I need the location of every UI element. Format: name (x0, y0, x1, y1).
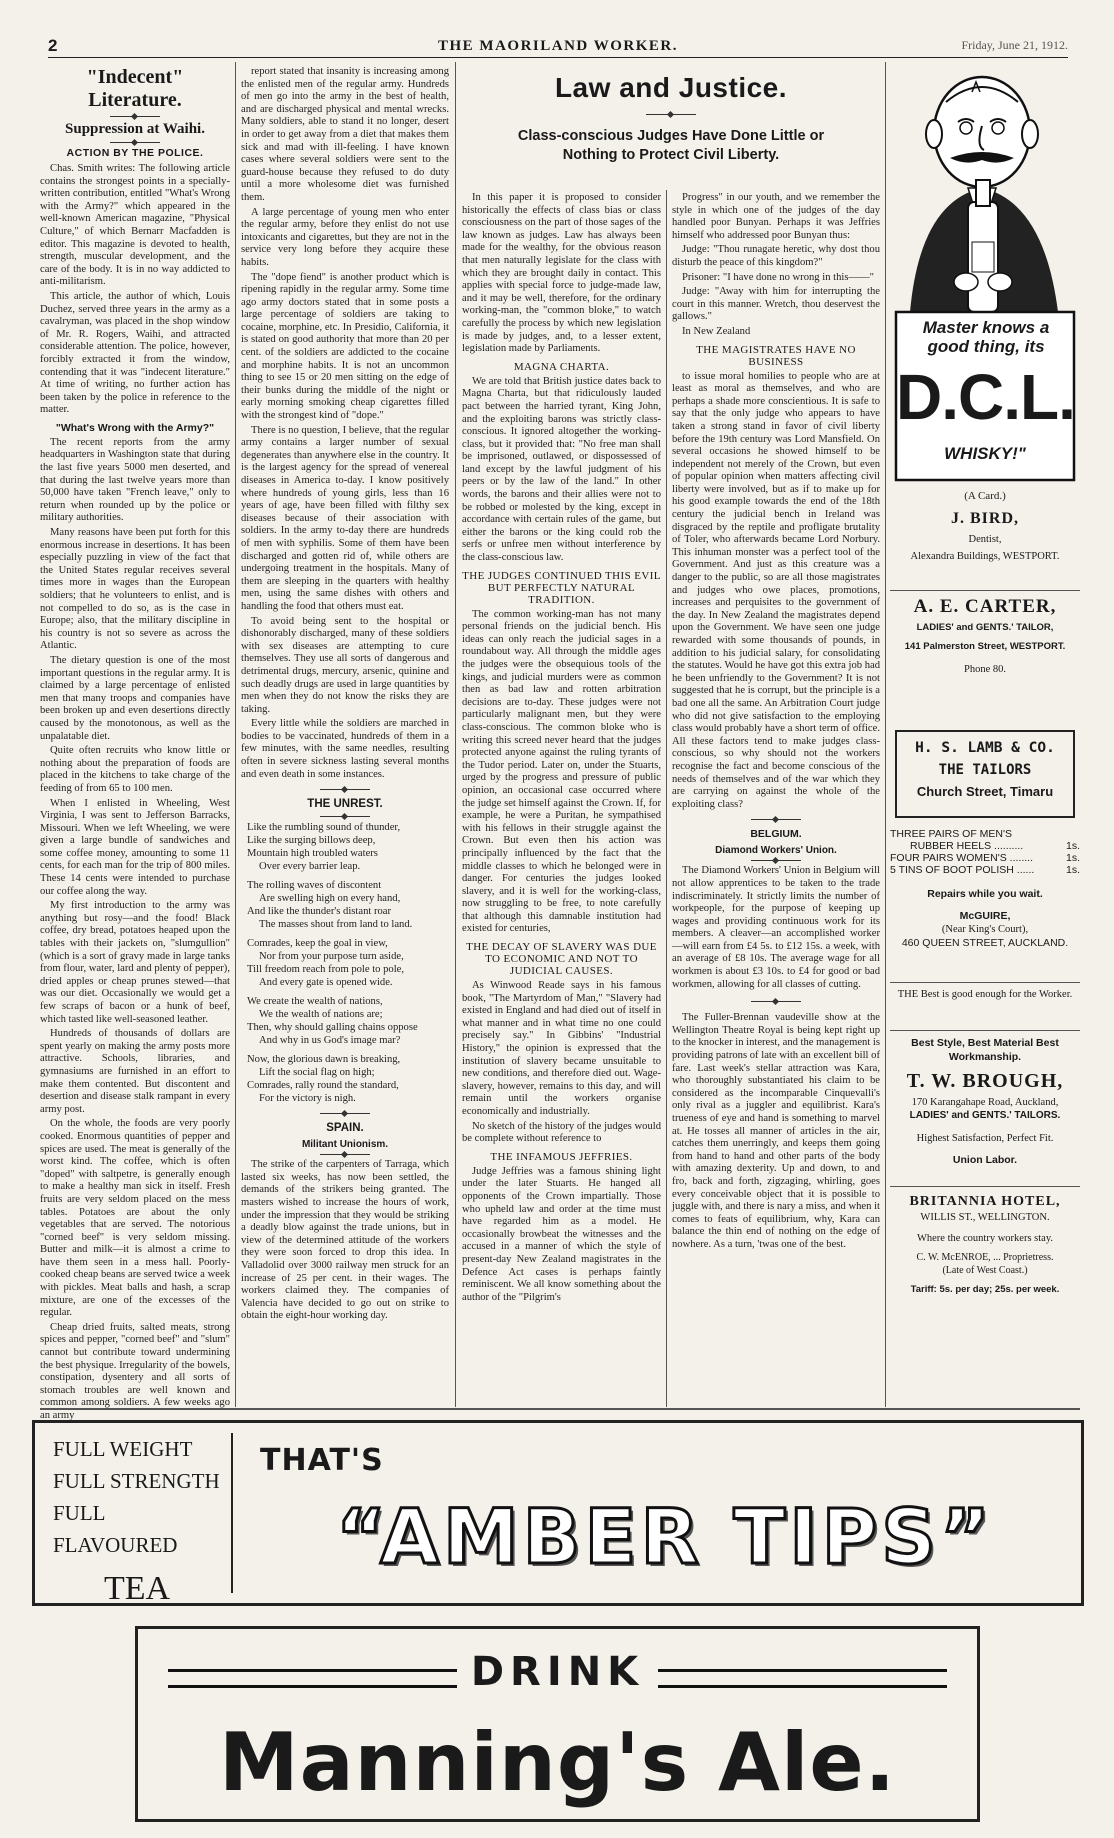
poem-line: And every gate is opened wide. (259, 977, 393, 989)
poem-line: Now, the glorious dawn is breaking, (247, 1054, 401, 1066)
paragraph: The "dope fiend" is another product which is ripening rapidly in the regular army. Some time ago army doctors stated that in some posts a large percentage of soldiers are taking to cocaine, morphine, etc. In Presidio, California, it is stated on good authority that more than 20 per cent. of the soldiers are addicted to the cocaine and morphine habits. It is not an uncommon thing to see 15 or 20 men sitting on the edge of their bunks during the middle of the night or early morning smoking cheap cigarettes filled with the strongest kind of "dope." (241, 271, 449, 422)
subheadline: Suppression at Waihi. (65, 121, 205, 137)
lamb-address: Church Street, Timaru (916, 784, 1054, 799)
law-and-justice-header (462, 72, 880, 188)
mcguire-line (890, 840, 1080, 852)
amber-brand: “AMBER TIPS” (336, 1492, 994, 1581)
mcguire-near: (Near King's Court), (941, 924, 1029, 935)
divider (320, 789, 370, 790)
ad-rule (890, 1030, 1080, 1031)
poem-the-unrest (241, 821, 449, 1105)
divider (646, 114, 696, 115)
divider (751, 1001, 801, 1002)
bird-title: Dentist, (968, 534, 1002, 545)
issue-date: Friday, June 21, 1912. (961, 38, 1068, 52)
lamb-tailors-ad (895, 730, 1075, 818)
poem-line: The rolling waves of discontent (247, 880, 382, 892)
poem-line: We create the wealth of nations, (247, 996, 383, 1008)
brough-name: T. W. BROUGH, (906, 1070, 1064, 1092)
brough-tailor-ad (890, 1036, 1080, 1178)
belgium-heading: BELGIUM. (750, 828, 802, 841)
mcguire-price: 1s. (1065, 840, 1080, 852)
divider (320, 1113, 370, 1114)
divider (320, 1154, 370, 1155)
poem-line: Then, why should galling chains oppose (247, 1022, 418, 1034)
paragraph: Progress" in our youth, and we remember the style in which one of the judges of the day handled poor Bunyan. Perhaps it was Jeffries himself who addressed poor Bunyan thus: (672, 192, 880, 241)
amber-tips-ad (32, 1420, 1084, 1606)
law-subtitle: Class-conscious Judges Have Done Little or Nothing to Protect Civil Liberty. (517, 128, 825, 163)
article-indecent-literature (40, 66, 230, 1421)
unrest-heading: THE UNREST. (307, 798, 383, 811)
section-head: THE DECAY OF SLAVERY WAS DUE TO ECONOMIC AND NOT TO JUDICIAL CAUSES. (466, 941, 657, 978)
column-rule (666, 190, 667, 1407)
ad-rule (890, 982, 1080, 983)
mannings-ale-ad (135, 1626, 980, 1822)
poem-line: Like the rumbling sound of thunder, (247, 822, 401, 834)
dcl-brand: D.C.L. (896, 361, 1075, 433)
paragraph: Chas. Smith writes: The following article contains the strongest points in a specially-written contribution, entitled "What's Wrong with the Army?" which appeared in the well-known American magazine, "Physical Culture," of which Bernarr Macfadden is editor. This magazine is devoted to health, strength, muscular development, and the care of the body. It is in no way addicted to anti-militarism. (40, 163, 230, 288)
mcguire-price: 1s. (1065, 864, 1080, 876)
mcguire-name: McGUIRE, (959, 910, 1011, 922)
poem-line: And like the thunder's distant roar (247, 906, 392, 918)
poem-line: Like the surging billows deep, (247, 835, 376, 847)
section-head: THE MAGISTRATES HAVE NO BUSINESS (696, 343, 856, 368)
britannia-tariff: Tariff: 5s. per day; 25s. per week. (910, 1284, 1060, 1295)
paragraph: The Fuller-Brennan vaudeville show at the Wellington Theatre Royal is being kept right up to the knocker in interest, and the management is providing patrons of late with an excellent bill of fare. Last week's stellar attraction was Kara, who thoroughly substantiated his claim to be considered as the incomparable Cinquevalli's only rival as a juggler and equilibrist. Kara's trueness of eye and hand is something to marvel at. He tosses all manner of articles in the air, catches them unerringly, and keeps them going from hand to hand and other parts of the body with amazing dexterity. Up and down, to and fro, back and forth, zigzaging, whirling, goes every conceivable object that it is possible to juggle with, and there is nary a miss, and when it comes to feats of equilibrium, why, Kara can balance the thin end of nothing on the edge of nowhere. As a turn, 'twas one of the best. (672, 1012, 880, 1250)
carter-trade: LADIES' and GENTS.' TAILOR, (916, 622, 1054, 633)
dcl-whisky-word: WHISKY!" (944, 444, 1026, 463)
best-worker-ad (890, 988, 1080, 1024)
brough-satisfaction: Highest Satisfaction, Perfect Fit. (916, 1133, 1054, 1144)
britannia-hotel-ad (890, 1194, 1080, 1314)
newspaper-title: THE MAORILAND WORKER. (438, 38, 678, 54)
mcguire-line (890, 828, 1080, 840)
divider (751, 860, 801, 861)
kicker: ACTION BY THE POLICE. (66, 147, 204, 159)
divider (110, 116, 160, 117)
paragraph: to issue moral homilies to people who are at least as moral as themselves, and who are perhaps a shade more conscientious. It is safe to say that the only judge who appears to have taken a strong stand in favor of civil liberty before the 19th century was Lord Mansfield. On several occasions he showed himself to be independent not merely of the Crown, but even of popular opinion when matters affecting civil liberty were involved, but as if to make up for his good example towards the end of the 18th century the judicial bench in Ireland was disgraced by the reptile and profligate brutality of Toler, who afterwards became Lord Norbury. This inhuman monster was a perfect tool of the Government. And just as this creature was a danger to the public, so are all those magistrates and judges who owe places, promotions, increases and perquisites to the government of the day. In New Zealand the magistrates depend upon the Government. We have seen one judge rewarded with some thousands of pounds, in addition to his judicial salary, for consolidating the statutes. Would he have got this extra job had he been unfriendly to the Government? It is not suggested that he is corrupt, but the principle is a bad one all the same. An Arbitration Court judge who did not give satisfaction to the employing class would probably have a short term of office. All these factors tend to make judges class-conscious, so why should not the workers recognise the fact and become conscious of the needs of themselves and of the war which they are carrying on against the whole of the exploiting class? (672, 370, 880, 810)
brough-address: 170 Karangahape Road, Auckland, (911, 1097, 1059, 1108)
poem-line: For the victory is nigh. (259, 1093, 356, 1105)
paragraph: The recent reports from the army headquarters in Washington state that during the last five years 5000 men deserted, and that during the last twelve years more than 50,000 have taken "French leave," only to return when rounded up by the police or military authorities. (40, 436, 230, 524)
carter-phone: Phone 80. (964, 664, 1006, 675)
ad-rule (890, 1186, 1080, 1187)
card-label: (A Card.) (964, 490, 1006, 502)
amber-thats: THAT'S (260, 1443, 384, 1478)
paragraph: Judge: "Thou runagate heretic, why dost thou disturb the peace of this kingdom?" (672, 244, 880, 268)
mcguire-item: RUBBER HEELS .......... (910, 840, 1024, 852)
britannia-proprietress: C. W. McENROE, ... Proprietress. (916, 1252, 1054, 1263)
paragraph: We are told that British justice dates back to Magna Charta, but that ridiculously lauded pact between the harried tyrant, King John, and the exploiting barons was strictly class-conscious. It ignored altogether the working-class, but it provided that: "No free man shall be imprisoned, outlawed, or dispossessed of land except by the lawful judgment of his peers or by the law of the land." In other words, the barons and their allies were not to be robbed or molested by the king, except in accordance with certain rules of the game, but either the barons or the king could rob the serfs or unfree men without interference by the class-conscious law. (462, 375, 661, 564)
paragraph: This article, the author of which, Louis Duchez, served three years in the army as a cavalryman, was placed in the shop window of Mr. R. Rogers, Waihi, and attracted considerable attention. The police, however, forcibly extracted it from the window, contending that it was "indecent literature." At time of writing, no further action has been taken by the police in reference to the matter. (40, 290, 230, 416)
section-head: THE JUDGES CONTINUED THIS EVIL BUT PERFECTLY NATURAL TRADITION. (462, 569, 661, 606)
amber-left-panel (43, 1433, 233, 1607)
poem-line: Mountain high troubled waters (247, 848, 378, 860)
paragraph: Hundreds of thousands of dollars are spent yearly on making the army posts more attractive. Schools, libraries, and gymnasiums are furnished in an effort to make them contented. But discontent and desertion and disease stalk rampant in every army post. (40, 1028, 230, 1115)
brough-union: Union Labor. (952, 1154, 1018, 1166)
section-subhead: "What's Wrong with the Army?" (55, 421, 215, 434)
dcl-whisky-ad (890, 62, 1080, 482)
paragraph: In New Zealand (682, 325, 751, 337)
carter-name: A. E. CARTER, (913, 596, 1057, 617)
carter-tailor-ad (890, 596, 1080, 686)
belgium-subheading: Diamond Workers' Union. (715, 845, 837, 857)
bird-name: J. BIRD, (950, 510, 1019, 527)
poem-line: Are swelling high on every hand, (259, 893, 401, 905)
poem-line: Lift the social flag on high; (259, 1067, 375, 1079)
spain-subheading: Militant Unionism. (301, 1139, 389, 1151)
bird-dentist-ad (890, 490, 1080, 580)
britannia-name: BRITANNIA HOTEL, (909, 1194, 1061, 1209)
page-rule (40, 1408, 1080, 1410)
masthead (48, 36, 1068, 58)
amber-line: FULL FLAVOURED (53, 1501, 178, 1557)
paragraph: No sketch of the history of the judges would be complete without reference to (462, 1120, 661, 1145)
mcguire-item: 5 TINS OF BOOT POLISH ...... (890, 864, 1035, 876)
paragraph: On the whole, the foods are very poorly cooked. Enormous quantities of pepper and spices are used. The meat is generally of the worst kind. The coffee, which is often "doped" with saltpetre, is generally enough to make a healthy man sick in itself. Fresh fruits are very seldom placed on the mess tables. Potatoes are about the only vegetables that are served. The notorious "corned beef" is very seldom missing. Butter and milk—it is almost a crime to have them seen in a mess hall. Poorly-cooked cheap beans are served twice a week with pickles. Meat balls and hash, a scrap mixture, are one of the excesses of the regular. (40, 1118, 230, 1319)
bird-address: Alexandra Buildings, WESTPORT. (910, 551, 1060, 562)
article-army-continued (241, 66, 449, 1406)
manning-drink-wrap (138, 1649, 977, 1695)
mcguire-boots-ad (890, 828, 1080, 976)
section-head: MAGNA CHARTA. (513, 360, 610, 373)
best-worker-line: THE Best is good enough for the Worker. (897, 989, 1073, 1000)
paragraph: Judge Jeffries was a famous shining light under the later Stuarts. He hanged all opponents of the Crown impartially. Those who upheld law and order at the time must have regarded him as a model. He occasionally browbeat the witnesses and the accused in a manner of which the style of present-day New Zealand magistrates in the Defence Act cases is perhaps faintly reminiscent. We all know something about the author of the "Pilgrim's (462, 1165, 661, 1303)
poem-line: Over every barrier leap. (259, 861, 361, 873)
paragraph: A large percentage of young men who enter the regular army, before they enlist do not use intoxicants and cigarettes, but they are not in the service very long before they acquire these habits. (241, 206, 449, 268)
carter-address: 141 Palmerston Street, WESTPORT. (904, 641, 1066, 652)
brough-tagline: Best Style, Best Material Best Workmanship. (911, 1037, 1059, 1063)
paragraph: The strike of the carpenters of Tarraga, which lasted six weeks, has now been settled, the demands of the strikers being granted. The masters wished to increase the hours of work, under the impression that they would be striking a deadly blow against the trade unions, but in view of the determined attitude of the workers they were soon forced to drop this idea. In Valladolid over 3000 railway men struck for an increase of 25 per cent. in their wages. The workers claimed they. The companies of Valencia have decided to go out on strike to obtain the eight-hour working day. (241, 1159, 449, 1322)
poem-line: Comrades, rally round the standard, (247, 1080, 399, 1092)
manning-brand: Manning's Ale. (218, 1716, 897, 1809)
section-head: THE INFAMOUS JEFFRIES. (490, 1150, 633, 1163)
amber-line: FULL WEIGHT (53, 1437, 193, 1461)
britannia-stay: Where the country workers stay. (916, 1233, 1054, 1244)
britannia-street: WILLIS ST., WELLINGTON. (920, 1212, 1050, 1223)
column-rule (885, 62, 886, 1407)
paragraph: The dietary question is one of the most important questions in the regular army. It is claimed by a large percentage of enlisted men that many troops and companies have been broken up and even desertions directly caused by the monotonous, as well as the unpalatable diet. (40, 654, 230, 742)
paragraph: Cheap dried fruits, salted meats, strong spices and pepper, "corned beef" and "slum" cannot but contribute toward undermining the best physique. Irregularity of the bowels, constipation, dysentery and all sorts of stomach troubles are well known and common among soldiers. A few weeks ago an army (40, 1321, 230, 1421)
amber-line: FULL STRENGTH (53, 1469, 220, 1493)
article-law-and-justice (462, 192, 661, 1406)
dcl-motto: Master knows a good thing, its (922, 318, 1050, 356)
paragraph: There is no question, I believe, that the regular army contains a larger number of sexual degenerates than anywhere else in the country. It is the largest agency for the spread of venereal diseases in America to-day. I know positively where hundreds of young girls, less than 16 years of age, have been filled with filthy sex diseases because of their association with soldiers. In the army to-day there are hundreds of men with syphilis. Some of them have been discharged and gotten rid of, while others are undergoing treatment in the hospitals. Many of them are sleeping in the quarters with healthy men, using the same dishes with others and handling the food that others must eat. (241, 424, 449, 612)
poem-line: Comrades, keep the goal in view, (247, 938, 388, 950)
paragraph: In this paper it is proposed to consider historically the effects of class bias or class consciousness on the part of those sages of the law known as judges. Law has always been made for the wealthy, for the obvious reason that men naturally legislate for the class with which they are brought daily in contact. This applies with special force to judge-made law, and it may be well, therefore, for the ordinary working-man, the "common bloke," to watch carefully the process by which new legislation is made by judges, and, to a lesser extent, legislation made by Parliaments. (462, 192, 661, 355)
poem-line: The masses shout from land to land. (259, 919, 413, 931)
divider (320, 816, 370, 817)
ad-rule (890, 590, 1080, 591)
paragraph: When I enlisted in Wheeling, West Virginia, I was sent to Jefferson Barracks, Missouri. When we left Wheeling, we were given a large bundle of sandwiches and some coffee money, amounting to some 11 cents, for each man for the trip of 800 miles. These 14 cents were intended to purchase our coffee along the way. (40, 797, 230, 897)
spain-heading: SPAIN. (326, 1122, 364, 1135)
amber-tea: TEA (103, 1570, 171, 1607)
lamb-name: H. S. LAMB & CO. (915, 740, 1055, 756)
paragraph: The Diamond Workers' Union in Belgium will not allow apprentices to be taken to the trade indiscriminately. It strictly limits the number of workpeople, for the purpose of keeping up wages and providing continuous work for its members. A cleaver—an accomplished worker—will earn from £4 5s. to £12 15s. a week, with an average of £8 10s. The average wage for all workmen is about £3 10s. to £4 for good or bad workmen, allowing for all classes of cutting. (672, 865, 880, 990)
page-number: 2 (48, 36, 58, 55)
mcguire-address: 460 QUEEN STREET, AUCKLAND. (901, 937, 1069, 949)
column-rule (455, 62, 456, 1407)
headline: "Indecent" Literature. (86, 66, 184, 111)
poem-line: Till freedom reach from pole to pole, (247, 964, 405, 976)
divider (751, 819, 801, 820)
article-law-continued (672, 192, 880, 1406)
paragraph: Prisoner: "I have done no wrong in this——" (682, 271, 874, 283)
brough-trade: LADIES' and GENTS.' TAILORS. (909, 1110, 1061, 1121)
mcguire-repairs: Repairs while you wait. (927, 888, 1043, 900)
paragraph: report stated that insanity is increasing among the enlisted men of the regular army. Hundreds of men go into the army in the best of health, and are discharged physical and mental wrecks. Many soldiers, able to stand it no longer, desert in order to get away from a diet that makes them sick and mad with ill-feeling. I have known cases where several soldiers were sent to the guard-house because they refused to do duty until a more wholesome diet was furnished them. (241, 66, 449, 203)
paragraph: To avoid being sent to the hospital or dishonorably discharged, many of these soldiers with sex diseases are attempting to cure themselves. They use all sorts of dangerous and detrimental drugs, mercury, arsenic, quinine and such deadly drugs are used in large quantities by men when they do not know the risks they are taking. (241, 615, 449, 715)
divider (110, 142, 160, 143)
paragraph: Every little while the soldiers are marched in bodies to be vaccinated, hundreds of them in a few minutes, with the same needles, resulting often in severe sickness lasting several months and even death in some instances. (241, 718, 449, 780)
britannia-late: (Late of West Coast.) (942, 1265, 1028, 1276)
paragraph: Quite often recruits who know little or nothing about the preparation of foods are placed in the kitchens to take charge of the feeding of from 65 to 100 men. (40, 745, 230, 794)
paragraph: My first introduction to the army was anything but rosy—and the food! Black coffee, dry bread, potatoes heaped upon the tables with their jackets on, "slumgullion" (which is a sort of gravy made in large tanks from flour, water, lard and plenty of pepper), dried apples or cheap prunes stewed—that was our diet. Occasionally we would get a few scraps of bacon or a hunk of beef, which tasted like well-seasoned leather. (40, 900, 230, 1025)
paragraph: Many reasons have been put forth for this enormous increase in desertions. It has been especially puzzling in view of the fact that the United States regular receives several times more in wages than the European soldiers; that he volunteers to enlist, and is not compelled to do so, as is the case in Europe; also, that the military discipline in his country is not so severe as across the Atlantic. (40, 527, 230, 652)
poem-line: We the wealth of nations are; (259, 1009, 383, 1021)
column-rule (235, 62, 236, 1407)
law-title: Law and Justice. (554, 72, 788, 103)
mcguire-line (890, 852, 1080, 864)
mcguire-line (890, 864, 1080, 876)
mcguire-item: THREE PAIRS OF MEN'S (890, 828, 1012, 840)
paragraph: As Winwood Reade says in his famous book, "The Martyrdom of Man," "Slavery had existed in England and had died out of itself in what manner and in what time no one could precisely say." In Gibbins' "Industrial History," the opinion is expressed that the institution of slavery became unsuitable to new conditions, and therefore died out. Wage-slavery, however, remains to this day, and will remain until the workers organise economically and industrially. (462, 980, 661, 1117)
poem-line: Nor from your purpose turn aside, (259, 951, 404, 963)
paragraph: The common working-man has not many personal friends on the judicial bench. His ideas can only reach the judicial sages in a roundabout way. All through the middle ages the judges were the obsequious tools of the kings, and judicial murders were as common then as bad law and rotten arbitration decisions are to-day. These judges were not particularly malignant men, but they were class-conscious. The common bloke who is writing this screed never heard that the judges protected anyone against the ruling tyrants of the Tudor period. Later on, under the Stuarts, urged by the progress and pressure of public opinion, an occasional case occurred where the judge set himself against the Crown. If, for example, he were a Puritan, he sympathised with his fellows in their struggle against the Crown. But even then his action was principally influenced by the fact that the middle classes to which he belonged were in danger. For centuries the judges looked slavery, and it is well for the working-class, now struggling to be free, to note carefully that although this damnable institution had existed for centuries, (462, 608, 661, 935)
paragraph: Judge: "Away with him for interrupting the court in this manner. Wretch, thou deservest the gallows." (672, 286, 880, 323)
mcguire-item: FOUR PAIRS WOMEN'S ........ (890, 852, 1033, 864)
lamb-trade: THE TAILORS (938, 762, 1032, 778)
poem-line: And why in us God's image mar? (259, 1035, 401, 1047)
mcguire-price: 1s. (1065, 852, 1080, 864)
manning-drink: DRINK (457, 1649, 658, 1695)
